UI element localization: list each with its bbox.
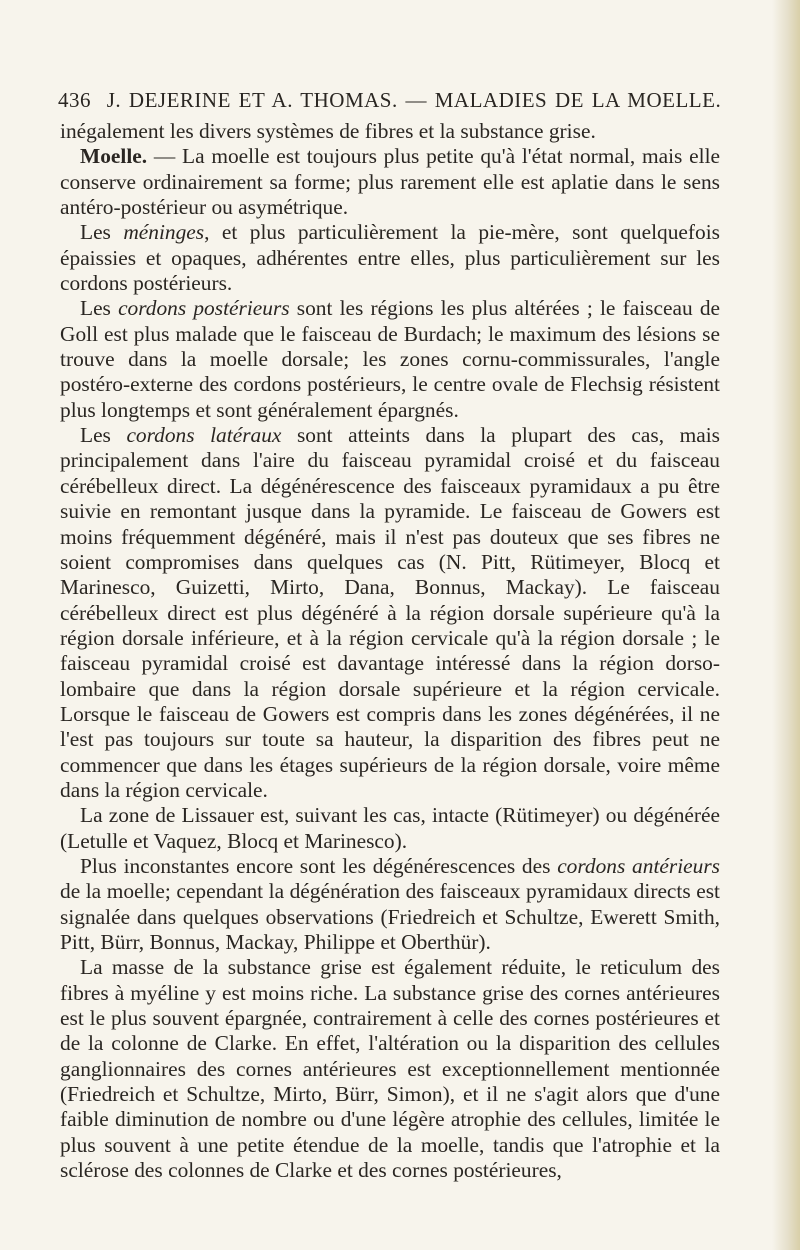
section-heading: Moelle. (80, 144, 148, 169)
paragraph (60, 854, 720, 955)
text-run: inégalement les divers systèmes de fibres et la substance grise. (60, 119, 596, 143)
text-run: La zone de Lissauer est, suivant les cas, intacte (Rütimeyer) ou dégénérée (Letulle et Vaquez, Blocq et Marinesco). (60, 803, 720, 853)
text-run: La masse de la substance grise est également réduite, le reticulum des fibres à myéline y est moins riche. La substance grise des cornes antérieures est le plus souvent épargnée, contrairement à celle des cornes postérieures et de la colonne de Clarke. En effet, l'altération ou la disparition des cellules ganglionnaires des cornes antérieures est exceptionnellement mentionnée (Friedreich et Schultze, Mirto, Bürr, Simon), et il ne s'agit alors que d'une faible diminution de nombre ou d'une légère atrophie des cellules, limitée le plus souvent à une petite étendue de la moelle, tandis que l'atrophie et la sclérose des colonnes de Clarke et des cornes postérieures, (60, 955, 720, 1183)
body-text (60, 119, 720, 1183)
paragraph (60, 220, 720, 296)
italic-term: cordons postérieurs (118, 296, 290, 321)
text-run: sont les régions les plus altérées ; le faisceau de Goll est plus malade que le faisceau de Burdach; le maximum des lésions se trouve dans la moelle dorsale; les zones cornu-commissurales, l'angle postéro-externe des cordons postérieurs, le centre ovale de Flechsig résistent plus longtemps et sont généralement épargnés. (60, 296, 721, 422)
text-run: Plus inconstantes encore sont les dégénérescences des (80, 853, 558, 878)
text-run: de la moelle; cependant la dégénération des faisceaux pyramidaux directs est signalée dans quelques observations (Friedreich et Schultze, Ewerett Smith, Pitt, Bürr, Bonnus, Mackay, Philippe et Oberthür). (60, 879, 720, 954)
running-title: J. DEJERINE ET A. THOMAS. — MALADIES DE LA MOELLE. (106, 88, 722, 112)
running-header (58, 88, 720, 113)
paragraph (60, 119, 720, 144)
italic-term: méninges (123, 220, 205, 245)
text-run: Les (80, 423, 127, 448)
text-run: Les (80, 220, 124, 245)
book-page (60, 88, 720, 1183)
page-edge-shadow (772, 0, 800, 1250)
text-run: — La moelle est toujours plus petite qu'à l'état normal, mais elle conserve ordinairement sa forme; plus rarement elle est aplatie dans le sens antéro-postérieur ou asymétrique. (60, 144, 720, 220)
paragraph (60, 423, 720, 803)
paragraph (60, 296, 720, 423)
paragraph (60, 144, 720, 220)
text-run: , et plus particulièrement la pie-mère, sont quelquefois épaissies et opaques, adhérentes entre elles, plus particulièrement sur les cordons postérieurs. (60, 220, 721, 296)
italic-term: cordons latéraux (126, 423, 282, 448)
italic-term: cordons antérieurs (557, 853, 720, 878)
paragraph (60, 803, 720, 854)
text-run: Les (80, 296, 119, 321)
paragraph (60, 955, 720, 1183)
page-number: 436 (58, 88, 91, 112)
text-run: sont atteints dans la plupart des cas, mais principalement dans l'aire du faisceau pyramidal croisé et du faisceau cérébelleux direct. La dégénérescence des faisceaux pyramidaux a pu être suivie en remontant jusque dans la pyramide. Le faisceau de Gowers est moins fréquemment dégénéré, mais il n'est pas douteux que ses fibres ne soient compromises dans quelques cas (N. Pitt, Rütimeyer, Blocq et Marinesco, Guizetti, Mirto, Dana, Bonnus, Mackay). Le faisceau cérébelleux direct est plus dégénéré à la région dorsale supérieure qu'à la région dorsale inférieure, et à la région cervicale qu'à la région dorsale ; le faisceau pyramidal croisé est davantage intéressé dans la région dorso-lombaire que dans la région dorsale supérieure et la région cervicale. Lorsque le faisceau de Gowers est compris dans les zones dégénérées, il ne l'est pas toujours sur toute sa hauteur, la disparition des fibres peut ne commencer que dans les étages supérieurs de la région dorsale, voire même dans la région cervicale. (60, 423, 721, 802)
